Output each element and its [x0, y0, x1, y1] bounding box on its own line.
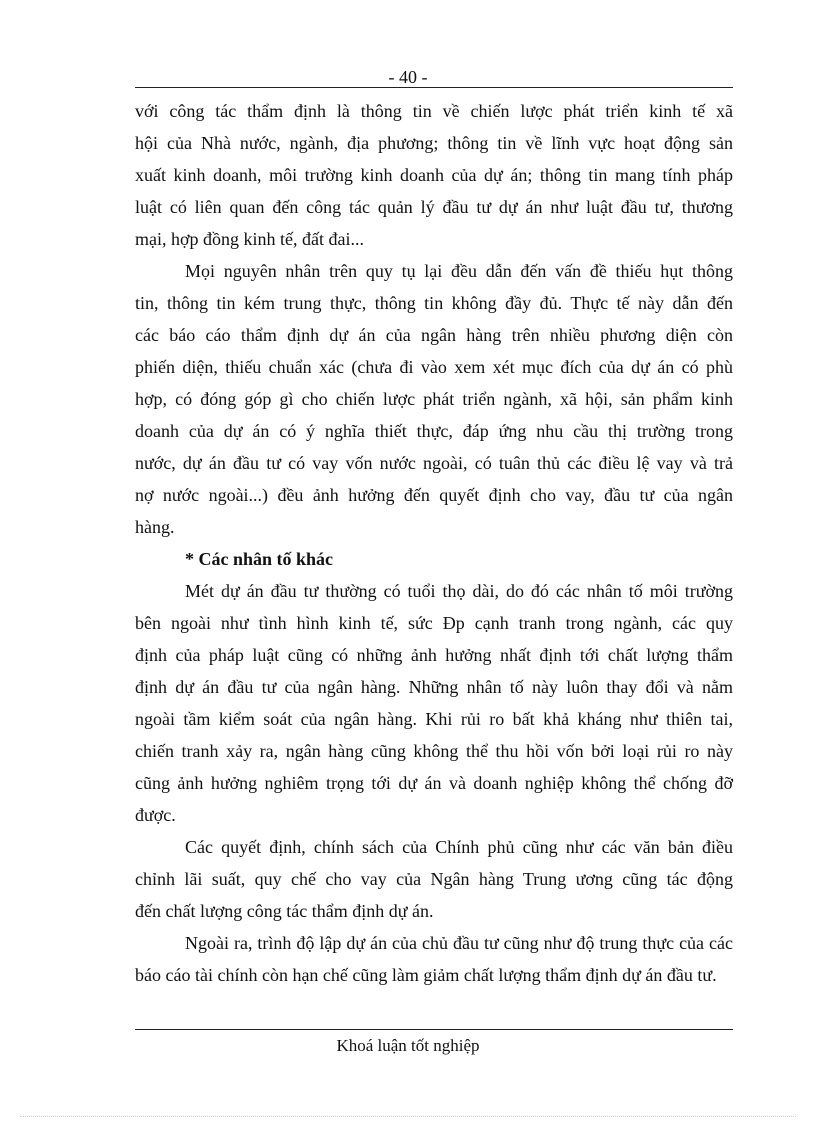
text-line: chỉnh lãi suất, quy chế cho vay của Ngân hàng Trung ương cũng tác động	[135, 869, 733, 889]
text-line: tin, thông tin kém trung thực, thông tin không đầy đủ. Thực tế này dẫn đến	[135, 293, 733, 313]
text-line: định dự án đầu tư của ngân hàng. Những nhân tố này luôn thay đổi và nằm	[135, 677, 733, 697]
paragraph-investor-capacity	[135, 927, 733, 991]
text-line: được.	[135, 805, 176, 825]
text-line: chiến tranh xảy ra, ngân hàng cũng không thể thu hồi vốn bởi loại rủi ro này	[135, 741, 733, 761]
text-line: nước, dự án đầu tư có vay vốn nước ngoài, có tuân thủ các điều lệ vay và trả	[135, 453, 733, 473]
text-line: xuất kinh doanh, môi trường kinh doanh của dự án; thông tin mang tính pháp	[135, 165, 733, 185]
text-line: Ngoài ra, trình độ lập dự án của chủ đầu tư cũng như độ trung thực của các	[185, 933, 733, 953]
text-line: Mọi nguyên nhân trên quy tụ lại đều dẫn đến vấn đề thiếu hụt thông	[185, 261, 733, 281]
footer-text: Khoá luận tốt nghiệp	[336, 1036, 480, 1055]
header-rule	[135, 87, 733, 88]
body-text	[135, 95, 733, 991]
paragraph-external-factors	[135, 575, 733, 831]
text-line: hợp, có đóng góp gì cho chiến lược phát triển ngành, xã hội, sản phẩm kinh	[135, 389, 733, 409]
paragraph-information-shortage	[135, 255, 733, 543]
text-line: ngoài tầm kiểm soát của ngân hàng. Khi rủi ro bất khả kháng như thiên tai,	[135, 709, 733, 729]
text-line: bên ngoài như tình hình kinh tế, sức Ðp cạnh tranh trong ngành, các quy	[135, 613, 733, 633]
text-line: mại, hợp đồng kinh tế, đất đai...	[135, 229, 364, 249]
text-line: hàng.	[135, 517, 175, 537]
text-line: báo cáo tài chính còn hạn chế cũng làm giảm chất lượng thẩm định dự án đầu tư.	[135, 965, 717, 985]
page-number: - 40 -	[388, 67, 428, 87]
page-edge-dots	[20, 1116, 796, 1117]
text-line: Mét dự án đầu tư thường có tuổi thọ dài, do đó các nhân tố môi trường	[185, 581, 733, 601]
text-line: các báo cáo thẩm định dự án của ngân hàng trên nhiều phương diện còn	[135, 325, 733, 345]
text-line: nợ nước ngoài...) đều ảnh hưởng đến quyết định cho vay, đầu tư của ngân	[135, 485, 733, 505]
text-line: định của pháp luật cũng có những ảnh hưởng nhất định tới chất lượng thẩm	[135, 645, 733, 665]
text-line: với công tác thẩm định là thông tin về chiến lược phát triển kinh tế xã	[135, 101, 733, 121]
text-line: đến chất lượng công tác thẩm định dự án.	[135, 901, 434, 921]
section-heading: * Các nhân tố khác	[185, 549, 334, 569]
text-line: cũng ảnh hưởng nghiêm trọng tới dự án và doanh nghiệp không thể chống đỡ	[135, 773, 733, 793]
paragraph-government-policy	[135, 831, 733, 927]
footer-rule	[135, 1029, 733, 1030]
text-line: phiến diện, thiếu chuẩn xác (chưa đi vào xem xét mục đích của dự án có phù	[135, 357, 733, 377]
text-line: doanh của dự án có ý nghĩa thiết thực, đáp ứng nhu cầu thị trường trong	[135, 421, 733, 441]
text-line: hội của Nhà nước, ngành, địa phương; thông tin về lĩnh vực hoạt động sản	[135, 133, 733, 153]
text-line: Các quyết định, chính sách của Chính phủ cũng như các văn bản điều	[185, 837, 733, 857]
paragraph-continuation	[135, 95, 733, 255]
text-line: luật có liên quan đến công tác quản lý đầu tư dự án như luật đầu tư, thương	[135, 197, 733, 217]
